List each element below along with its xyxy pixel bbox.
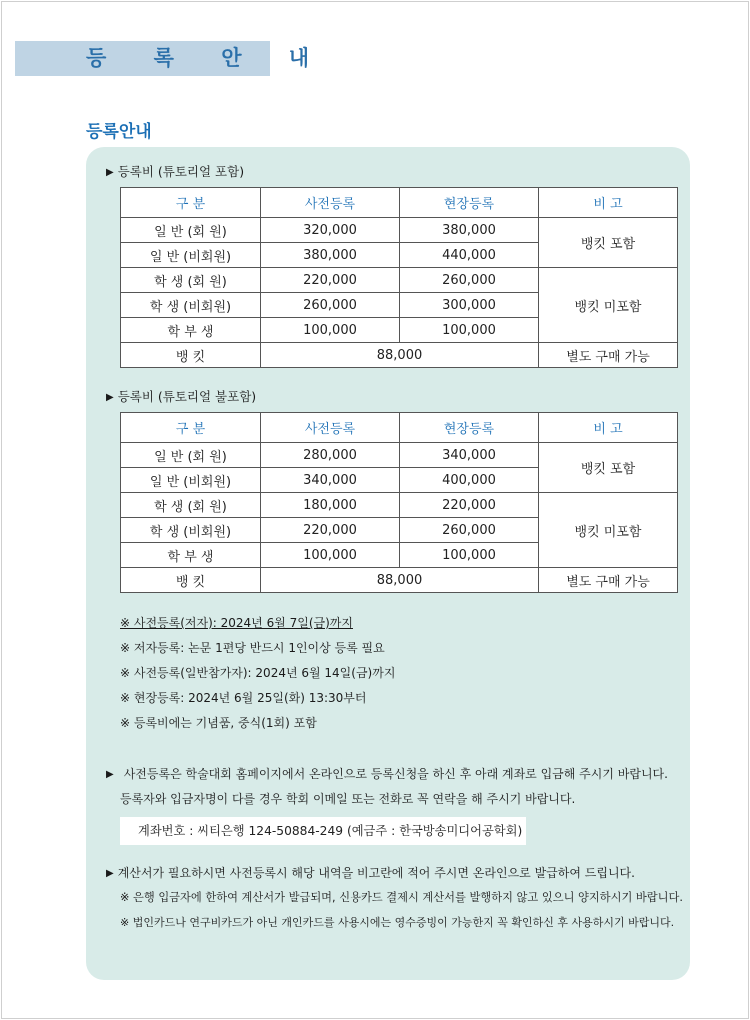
- payment-line-1: 사전등록은 학술대회 홈페이지에서 온라인으로 등록신청을 하신 후 아래 계좌로 입금해 주시기 바랍니다.: [123, 767, 668, 781]
- row-category: 학 생 (비회원): [121, 293, 261, 318]
- header-pre-registration: 사전등록: [261, 188, 400, 218]
- row-category: 학 부 생: [121, 543, 261, 568]
- row-remark: 뱅킷 포함: [539, 443, 678, 493]
- row-pre-fee: 260,000: [261, 293, 400, 318]
- table-row: [121, 493, 678, 518]
- row-onsite-fee: 440,000: [400, 243, 539, 268]
- table2-caption: [106, 387, 256, 405]
- table-header-row: [121, 188, 678, 218]
- banquet-price: 88,000: [261, 343, 539, 368]
- row-onsite-fee: 300,000: [400, 293, 539, 318]
- row-category: 일 반 (비회원): [121, 243, 261, 268]
- payment-instruction: [106, 765, 668, 782]
- header-remarks: 비 고: [539, 188, 678, 218]
- row-pre-fee: 340,000: [261, 468, 400, 493]
- table-header-row: [121, 413, 678, 443]
- row-onsite-fee: 400,000: [400, 468, 539, 493]
- row-category: 일 반 (비회원): [121, 468, 261, 493]
- note-author-registration: ※ 저자등록: 논문 1편당 반드시 1인이상 등록 필요: [120, 641, 385, 655]
- row-onsite-fee: 220,000: [400, 493, 539, 518]
- row-onsite-fee: 260,000: [400, 518, 539, 543]
- fee-table-without-tutorial: [120, 412, 678, 593]
- header-onsite-registration: 현장등록: [400, 188, 539, 218]
- banquet-label: 뱅 킷: [121, 568, 261, 593]
- banquet-price: 88,000: [261, 568, 539, 593]
- invoice-note-1: ※ 은행 입금자에 한하여 계산서가 발급되며, 신용카드 결제시 계산서를 발행하지 않고 있으니 양지하시기 바랍니다.: [120, 891, 683, 904]
- invoice-instruction: [106, 864, 635, 881]
- row-category: 일 반 (회 원): [121, 218, 261, 243]
- note-author-deadline: ※ 사전등록(저자): 2024년 6월 7일(금)까지: [120, 616, 353, 630]
- fee-table-with-tutorial: [120, 187, 678, 368]
- bullet-triangle-icon: ▶: [106, 769, 114, 780]
- row-pre-fee: 220,000: [261, 268, 400, 293]
- row-pre-fee: 100,000: [261, 318, 400, 343]
- invoice-line-1: 계산서가 필요하시면 사전등록시 해당 내역을 비고란에 적어 주시면 온라인으로 발급하여 드립니다.: [117, 866, 635, 880]
- row-onsite-fee: 100,000: [400, 543, 539, 568]
- banquet-label: 뱅 킷: [121, 343, 261, 368]
- row-pre-fee: 100,000: [261, 543, 400, 568]
- row-pre-fee: 180,000: [261, 493, 400, 518]
- row-pre-fee: 380,000: [261, 243, 400, 268]
- header-category: 구 분: [121, 413, 261, 443]
- bullet-triangle-icon: ▶: [106, 392, 114, 403]
- payment-line-2: 등록자와 입금자명이 다를 경우 학회 이메일 또는 전화로 꼭 연락을 해 주시기 바랍니다.: [120, 792, 576, 806]
- row-category: 학 생 (회 원): [121, 268, 261, 293]
- note-fee-includes: ※ 등록비에는 기념품, 중식(1회) 포함: [120, 716, 317, 730]
- table-row: [121, 268, 678, 293]
- header-remarks: 비 고: [539, 413, 678, 443]
- note-general-deadline: ※ 사전등록(일반참가자): 2024년 6월 14일(금)까지: [120, 666, 396, 680]
- table1-caption: [106, 162, 244, 180]
- header-pre-registration: 사전등록: [261, 413, 400, 443]
- note-onsite-registration: ※ 현장등록: 2024년 6월 25일(화) 13:30부터: [120, 691, 367, 705]
- account-number-box: 계좌번호 : 씨티은행 124-50884-249 (예금주 : 한국방송미디어공학회): [120, 817, 526, 845]
- table1-caption-text: 등록비 (튜토리얼 포함): [117, 164, 245, 179]
- row-category: 학 생 (비회원): [121, 518, 261, 543]
- table2-caption-text: 등록비 (튜토리얼 불포함): [117, 389, 257, 404]
- row-remark: 뱅킷 미포함: [539, 268, 678, 343]
- row-pre-fee: 320,000: [261, 218, 400, 243]
- row-remark: 뱅킷 포함: [539, 218, 678, 268]
- page-title: 등 록 안 내: [86, 46, 330, 70]
- row-onsite-fee: 380,000: [400, 218, 539, 243]
- bullet-triangle-icon: ▶: [106, 868, 114, 879]
- row-onsite-fee: 100,000: [400, 318, 539, 343]
- header-onsite-registration: 현장등록: [400, 413, 539, 443]
- banquet-row: [121, 343, 678, 368]
- row-pre-fee: 280,000: [261, 443, 400, 468]
- banquet-remark: 별도 구매 가능: [539, 568, 678, 593]
- header-category: 구 분: [121, 188, 261, 218]
- invoice-note-2: ※ 법인카드나 연구비카드가 아닌 개인카드를 사용시에는 영수증빙이 가능한지 꼭 확인하신 후 사용하시기 바랍니다.: [120, 916, 675, 929]
- row-category: 일 반 (회 원): [121, 443, 261, 468]
- row-category: 학 부 생: [121, 318, 261, 343]
- row-remark: 뱅킷 미포함: [539, 493, 678, 568]
- table-row: [121, 218, 678, 243]
- row-onsite-fee: 260,000: [400, 268, 539, 293]
- row-pre-fee: 220,000: [261, 518, 400, 543]
- banquet-row: [121, 568, 678, 593]
- banquet-remark: 별도 구매 가능: [539, 343, 678, 368]
- table-row: [121, 443, 678, 468]
- row-category: 학 생 (회 원): [121, 493, 261, 518]
- bullet-triangle-icon: ▶: [106, 167, 114, 178]
- section-title: 등록안내: [86, 122, 152, 142]
- row-onsite-fee: 340,000: [400, 443, 539, 468]
